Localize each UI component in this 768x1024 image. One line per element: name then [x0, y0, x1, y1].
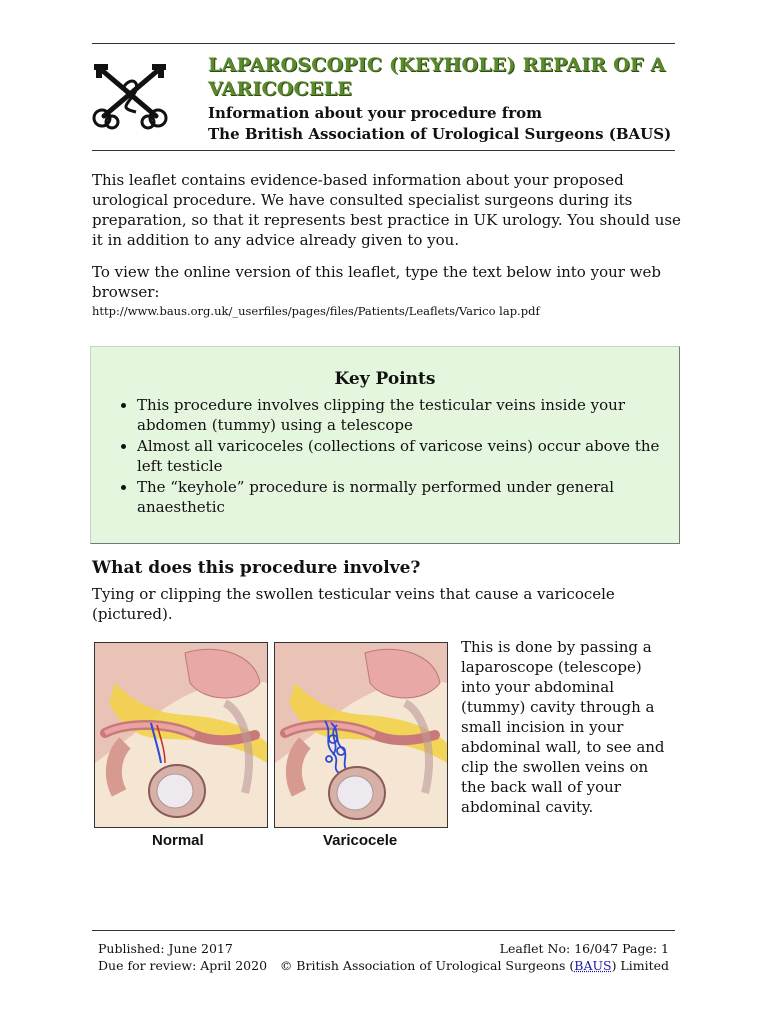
subtitle-line-1: Information about your procedure from — [208, 104, 543, 122]
copyright-line — [280, 957, 669, 974]
anatomy-illustration-varicocele — [275, 643, 447, 827]
online-version-text: To view the online version of this leaflet, type the text below into your web browser: — [92, 263, 662, 301]
figure-panel-varicocele — [274, 642, 448, 828]
key-points-heading: Key Points — [334, 369, 436, 389]
procedure-lead: Tying or clipping the swollen testicular veins that cause a varicocele (pictured). — [92, 585, 615, 623]
intro-paragraph: This leaflet contains evidence-based information about your proposed urological procedure. We have consulted specialist surgeons during its preparation, so that it represents best practice in UK urology. You should use it in addition to any advice already given to you. — [92, 171, 681, 249]
copyright-suffix: ) Limited — [611, 958, 669, 973]
key-points-box — [90, 346, 680, 544]
subtitle-line-2: The British Association of Urological Surgeons (BAUS) — [208, 125, 672, 143]
anatomy-illustration-normal — [95, 643, 267, 827]
key-point-item: • The “keyhole” procedure is normally performed under general anaesthetic — [137, 477, 677, 517]
footer-right — [280, 940, 669, 974]
footer-left — [98, 940, 267, 974]
key-point-item: • Almost all varicoceles (collections of varicose veins) occur above the left testicle — [137, 436, 677, 476]
published-date: Published: June 2017 — [98, 941, 233, 956]
baus-crossed-keys-logo — [90, 60, 172, 130]
section-heading-procedure: What does this procedure involve? — [92, 558, 421, 578]
varicocele-figure — [94, 642, 454, 854]
procedure-side-text: This is done by passing a laparoscope (telescope) into your abdominal (tummy) cavity through a small incision in your abdominal wall, to see and clip the swollen veins on the back wall of your abdominal cavity. — [461, 638, 665, 816]
copyright-prefix: © British Association of Urological Surgeons ( — [279, 958, 575, 973]
top-rule — [92, 43, 675, 44]
footer-rule — [92, 930, 675, 931]
header-bottom-rule — [92, 150, 675, 151]
baus-link[interactable]: BAUS — [574, 958, 612, 973]
leaflet-url[interactable]: http://www.baus.org.uk/_userfiles/pages/files/Patients/Leaflets/Varico lap.pdf — [92, 304, 540, 318]
key-points-list — [111, 395, 677, 518]
figure-caption-normal: Normal — [152, 832, 204, 849]
page-subtitle — [208, 103, 678, 145]
figure-panel-normal — [94, 642, 268, 828]
figure-caption-varicocele: Varicocele — [323, 832, 398, 849]
page-title: LAPAROSCOPIC (KEYHOLE) REPAIR OF A VARICOCELE — [208, 54, 666, 100]
key-point-item: • This procedure involves clipping the testicular veins inside your abdomen (tummy) using a telescope — [137, 395, 677, 435]
review-date: Due for review: April 2020 — [98, 958, 268, 973]
leaflet-number: Leaflet No: 16/047 Page: 1 — [499, 941, 669, 956]
